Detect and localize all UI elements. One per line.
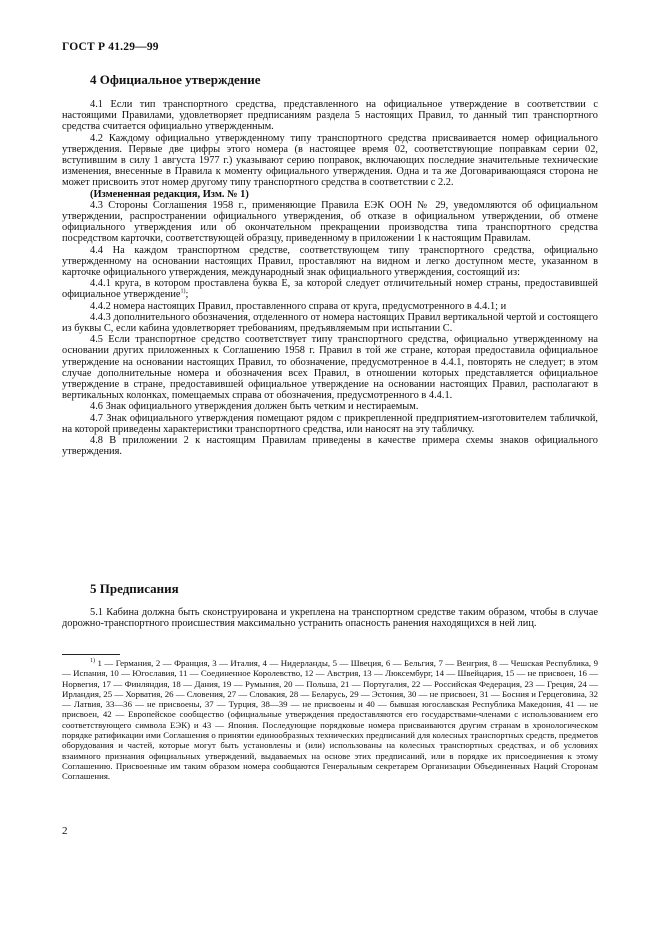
section-4-title: 4 Официальное утверждение bbox=[90, 72, 261, 87]
document-header: ГОСТ Р 41.29—99 bbox=[62, 41, 159, 53]
footnote-marker: 1) bbox=[90, 658, 95, 665]
paragraph-4-1: 4.1 Если тип транспортного средства, представленного на официальное утверждение в соответствии с настоящими Правилами, удовлетворяет предписаниям раздела 5 настоящих Правил, то данный тип транспортного средства считается официально утвержденным. bbox=[62, 99, 598, 133]
footnote-text: 1 — Германия, 2 — Франция, 3 — Италия, 4 — Нидерланды, 5 — Швеция, 6 — Бельгия, 7 — Венгрия, 8 — Чешская Республика, 9 — Испания, 10 — Югославия, 11 — Соединенное Королевство, 12 — Австрия, 13 — Люксембург, 14 — Швейцария, 15 — не присвоен, 16 — Норвегия, 17 — Финляндия, 18 — Дания, 19 — Румыния, 20 — Польша, 21 — Португалия, 22 — Российская Федерация, 23 — Греция, 24 — Ирландия, 25 — Хорватия, 26 — Словения, 27 — Словакия, 28 — Беларусь, 29 — Эстония, 30 — не присвоен, 31 — Босния и Герцеговина, 32 — Латвия, 33—36 — не присвоены, 37 — Турция, 38—39 — не присвоены и 40 — бывшая югославская Республика Македония, 41 — не присвоен, 42 — Европейское сообщество (официальные утверждения предоставляются его государствами-членами с использованием его соответствующего символа ЕЭК) и 43 — Япония. Последующие порядковые номера присваиваются другим странам в хронологическом порядке ратификации ими Соглашения о принятии единообразных технических предписаний для колесных транспортных средств, предметов оборудования и частей, которые могут быть установлены и (или) использованы на колесных транспортных средствах, и об условиях взаимного признания официальных утверждений, выдаваемых на основе этих предписаний, или в порядке их присоединения к этому Соглашению. Присвоенные им таким образом номера сообщаются Генеральным секретарем Организации Объединенных Наций Сторонам Соглашения. bbox=[62, 658, 598, 782]
paragraph-4-3: 4.3 Стороны Соглашения 1958 г., применяющие Правила ЕЭК ООН № 29, уведомляются об официальном утверждении, распространении официального утверждения, об отказе в официальном утверждении, об отмене официального утверждения или об окончательном прекращении производства типа транспортного средства посредством карточки, соответствующей образцу, приведенному в приложении 1 к настоящим Правилам. bbox=[62, 199, 598, 245]
paragraph-4-8: 4.8 В приложении 2 к настоящим Правилам приведены в качестве примера схемы знаков официального утверждения. bbox=[62, 435, 598, 458]
footnote-ref: 1) bbox=[180, 288, 186, 295]
footnote-ref-suffix: ; bbox=[185, 289, 189, 301]
paragraph-4-4-1-text: 4.4.1 круга, в котором проставлена буква Е, за которой следует отличительный номер страны, предоставившей официальное утверждение bbox=[62, 278, 598, 301]
paragraph-5-1: 5.1 Кабина должна быть сконструирована и укреплена на транспортном средстве таким образом, чтобы в случае дорожно-транспортного происшествия максимально устранить опасность ранения находящихся в ней лиц. bbox=[62, 607, 598, 630]
paragraph-4-4-3: 4.4.3 дополнительного обозначения, отделенного от номера настоящих Правил вертикальной чертой и состоящего из буквы С, если кабина удовлетворяет требованиям, предъявляемым при испытании С. bbox=[62, 311, 598, 335]
footnote bbox=[62, 658, 598, 782]
footnote-paragraph bbox=[62, 658, 598, 782]
paragraph-4-7: 4.7 Знак официального утверждения помещают рядом с прикрепленной предприятием-изготовителем табличкой, на которой приведены характеристики транспортного средства, или наносят на эту табличку. bbox=[62, 412, 598, 435]
page-number: 2 bbox=[62, 825, 68, 837]
paragraph-4-2: 4.2 Каждому официально утвержденному типу транспортного средства присваивается номер официального утверждения. Первые две цифры этого номера (в настоящее время 02, соответствующие поправкам серии 02, вступившим в силу 1 августа 1977 г.) указывают серию поправок, включающих последние значительные технические изменения, внесенные в Правила к моменту официального утверждения. Одна и та же Договаривающаяся сторона не может присвоить этот номер другому типу транспортного средства в соответствии с 2.2. bbox=[62, 132, 598, 189]
footnote-divider bbox=[62, 654, 120, 655]
paragraph-4-5: 4.5 Если транспортное средство соответствует типу транспортного средства, официально утвержденному на основании других приложенных к Соглашению 1958 г. Правил в той же стране, которая предоставила официальное утверждение на основании настоящих Правил, то обозначение, предусмотренное в 4.4.1, повторять не следует; в этом случае дополнительные номера и обозначения всех Правил, в отношении которых представляется официальное утверждение в стране, предоставившей официальное утверждение на основании настоящих Правил, располагают в вертикальных колонках, помещаемых справа от обозначения, предусмотренного в 4.4.1. bbox=[62, 334, 598, 402]
section-4-body bbox=[62, 99, 598, 458]
section-5-body bbox=[62, 607, 598, 629]
paragraph-4-4-1 bbox=[62, 278, 598, 300]
section-5-title: 5 Предписания bbox=[90, 581, 179, 596]
paragraph-4-6: 4.6 Знак официального утверждения должен быть четким и нестираемым. bbox=[90, 401, 419, 413]
paragraph-4-4: 4.4 На каждом транспортном средстве, соответствующем типу транспортного средства, официально утвержденному на основании настоящих Правил, проставляют на видном и легко доступном месте, указанном в карточке официального утверждения, международный знак официального утверждения, состоящий из: bbox=[62, 244, 598, 279]
amendment-note: (Измененная редакция, Изм. № 1) bbox=[90, 188, 249, 200]
paragraph-4-4-2: 4.4.2 номера настоящих Правил, проставленного справа от круга, предусмотренного в 4.4.1; и bbox=[90, 300, 507, 312]
